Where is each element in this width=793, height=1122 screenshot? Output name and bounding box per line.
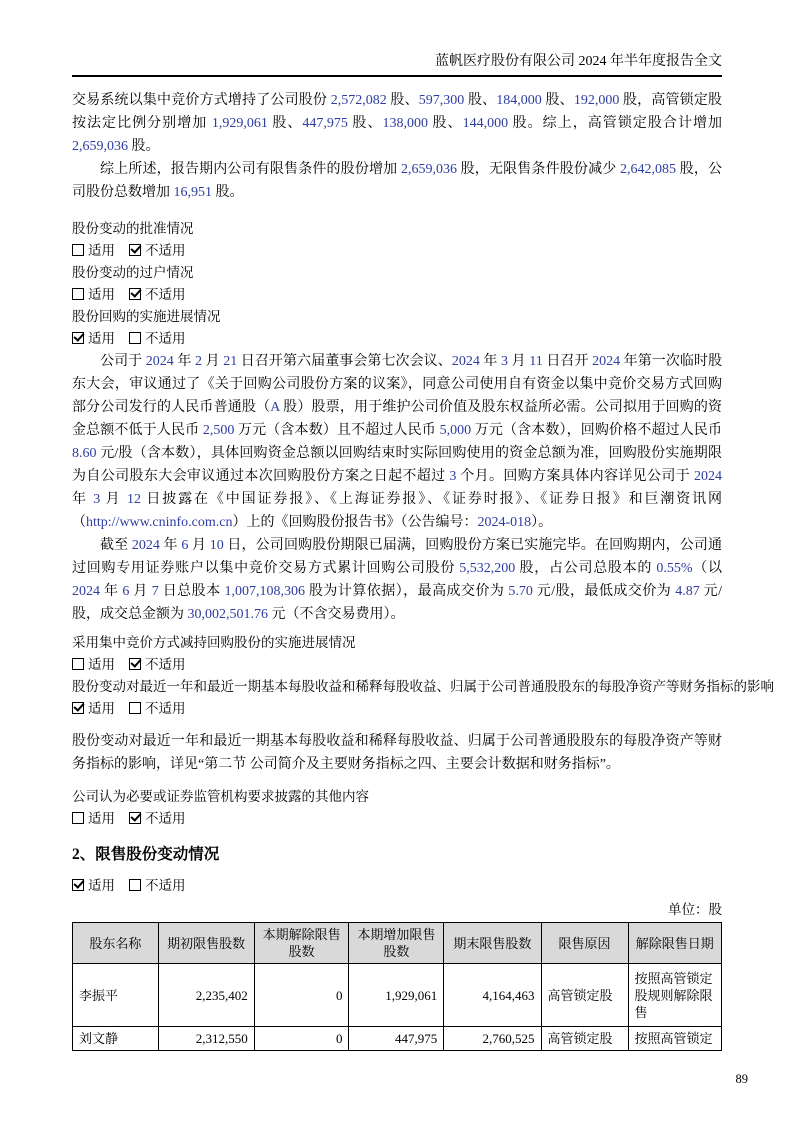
table-header-row [73,923,722,964]
unit-note: 单位：股 [668,902,722,917]
latin-figure: 184,000 [496,93,542,108]
table-cell: 447,975 [349,1027,444,1051]
paragraph: 股份变动对最近一年和最近一期基本每股收益和稀释每股收益、归属于公司普通股股东的每股净资产等财务指标的影响，详见“第二节 公司简介及主要财务指标之四、主要会计数据和财务指标”。 [72,734,722,772]
checkbox-checked-icon [72,879,84,891]
latin-figure: 447,975 [302,116,348,131]
option-checked [72,878,115,893]
section-label: 股份变动的过户情况 [72,265,194,280]
latin-figure: 2,642,085 [620,162,677,177]
section-heading: 2、限售股份变动情况 [72,846,220,863]
latin-figure: 3 [449,469,457,484]
option-unchecked [129,701,186,716]
latin-figure: 5.70 [508,584,533,599]
option-unchecked [72,811,115,826]
checkbox-unchecked-icon [129,332,141,344]
applicability-options [72,240,722,262]
option-unchecked [72,287,115,302]
option-label: 适用 [88,701,115,716]
document-body [72,89,774,1051]
section-label: 股份变动对最近一年和最近一期基本每股收益和稀释每股收益、归属于公司普通股股东的每股净资产等财务指标的影响 [72,679,774,694]
option-label: 适用 [88,811,115,826]
latin-figure: 2024 [145,354,174,369]
option-label: 适用 [88,331,115,346]
table-header-cell: 限售原因 [541,923,628,964]
option-checked [129,811,186,826]
table-header-cell: 本期增加限售股数 [349,923,444,964]
restricted-shares-table [72,922,722,1051]
option-checked [129,287,186,302]
latin-figure: 12 [126,492,141,507]
table-cell: 高管锁定股 [541,964,628,1027]
latin-figure: 30,002,501.76 [187,607,268,622]
checkbox-unchecked-icon [129,879,141,891]
option-checked [72,331,115,346]
option-unchecked [129,878,186,893]
table-header-cell: 股东名称 [73,923,159,964]
latin-figure: 2024 [451,354,480,369]
latin-figure: 16,951 [173,185,212,200]
latin-figure: http://www.cninfo.com.cn [86,515,233,530]
option-label: 不适用 [145,701,186,716]
checkbox-checked-icon [72,332,84,344]
option-label: 适用 [88,657,115,672]
option-label: 不适用 [145,331,186,346]
section-label: 公司认为必要或证券监管机构要求披露的其他内容 [72,789,369,804]
latin-figure: 5,532,200 [459,561,516,576]
applicability-options [72,808,722,830]
table-header-cell: 本期解除限售股数 [254,923,349,964]
checkbox-unchecked-icon [72,288,84,300]
latin-figure: 5,000 [439,423,472,438]
checkbox-checked-icon [129,658,141,670]
table-row [73,1027,722,1051]
latin-figure: 2024 [592,354,621,369]
latin-figure: 2024 [72,584,100,599]
table-cell: 刘文静 [73,1027,159,1051]
latin-figure: 2,500 [202,423,235,438]
latin-figure: 2024 [694,469,723,484]
latin-figure: 0.55% [656,561,693,576]
table-cell: 按照高管锁定股规则解除限售 [628,964,722,1027]
latin-figure: 8.60 [72,446,97,461]
applicability-options [72,328,722,350]
latin-figure: 2,659,036 [400,162,457,177]
checkbox-checked-icon [129,288,141,300]
latin-figure: 6 [122,584,130,599]
latin-figure: 2024 [131,538,160,553]
option-label: 不适用 [145,287,186,302]
latin-figure: 2024-018 [477,515,532,530]
latin-figure: 3 [501,354,509,369]
checkbox-checked-icon [129,244,141,256]
option-label: 适用 [88,878,115,893]
table-cell: 高管锁定股 [541,1027,628,1051]
option-label: 适用 [88,243,115,258]
table-header-cell: 期初限售股数 [158,923,254,964]
latin-figure: 2 [195,354,202,369]
latin-figure: 11 [529,354,543,369]
option-checked [72,701,115,716]
latin-figure: 138,000 [382,116,428,131]
table-cell: 0 [254,1027,349,1051]
page-header [72,0,722,77]
report-header-title: 蓝帆医疗股份有限公司 2024 年半年度报告全文 [435,54,722,69]
latin-figure: 7 [151,584,159,599]
section-label: 股份变动的批准情况 [72,221,194,236]
table-row [73,964,722,1027]
latin-figure: 21 [223,354,238,369]
paragraph: 交易系统以集中竞价方式增持了公司股份 2,572,082 股、597,300 股、184,000 股、192,000 股，高管锁定股按法定比例分别增加 1,929,061 股、447,975 股、138,000 股、144,000 股。综上，高管锁定股合计增加 2,659,036 股。 [72,93,723,154]
section-label: 股份回购的实施进展情况 [72,309,221,324]
paragraph: 公司于 2024 年 2 月 21 日召开第六届董事会第七次会议、2024 年 3 月 11 日召开 2024 年第一次临时股东大会，审议通过了《关于回购公司股份方案的议案》，同意公司使用自有资金以集中竞价交易方式回购部分公司发行的人民币普通股（A 股）股票，用于维护公司价值及股东权益所必需。公司拟用于回购的资金总额不低于人民币 2,500 万元（含本数）且不超过人民币 5,000 万元（含本数），回购价格不超过人民币 8.60 元/股（含本数），具体回购资金总额以回购结束时实际回购使用的资金总额为准，回购股份实施期限为自公司股东大会审议通过本次回购股份方案之日起不超过 3 个月。回购方案具体内容详见公司于 2024 年 3 月 12 日披露在《中国证券报》、《上海证券报》、《证券时报》、《证券日报》和巨潮资讯网（http://www.cninfo.com.cn）上的《回购股份报告书》（公告编号：2024-018）。 [72,354,723,530]
paragraph: 综上所述，报告期内公司有限售条件的股份增加 2,659,036 股，无限售条件股份减少 2,642,085 股，公司股份总数增加 16,951 股。 [72,162,723,200]
applicability-options [72,654,722,676]
table-cell: 2,312,550 [158,1027,254,1051]
latin-figure: 1,929,061 [211,116,268,131]
latin-figure: 10 [209,538,224,553]
paragraph: 截至 2024 年 6 月 10 日，公司回购股份期限已届满，回购股份方案已实施完毕。在回购期内，公司通过回购专用证券账户以集中竞价交易方式累计回购公司股份 5,532,200 股，占公司总股本的 0.55%（以 2024 年 6 月 7 日总股本 1,007,108,306 股为计算依据），最高成交价为 5.70 元/股，最低成交价为 4.87 元/股，成交总金额为 30,002,501.76 元（不含交易费用）。 [72,538,723,622]
latin-figure: A [270,400,280,415]
applicability-options [72,284,722,306]
checkbox-checked-icon [129,812,141,824]
option-label: 适用 [88,287,115,302]
option-label: 不适用 [145,811,186,826]
checkbox-unchecked-icon [72,812,84,824]
checkbox-checked-icon [72,702,84,714]
latin-figure: 1,007,108,306 [224,584,305,599]
table-header-cell: 解除限售日期 [628,923,722,964]
option-label: 不适用 [145,878,186,893]
latin-figure: 597,300 [418,93,465,108]
table-cell: 2,235,402 [158,964,254,1027]
option-label: 不适用 [145,657,186,672]
option-unchecked [72,657,115,672]
table-cell: 4,164,463 [444,964,541,1027]
page-number: 89 [735,1072,748,1086]
section-label: 采用集中竞价方式减持回购股份的实施进展情况 [72,635,356,650]
latin-figure: 2,572,082 [330,93,387,108]
table-cell: 1,929,061 [349,964,444,1027]
option-unchecked [72,243,115,258]
latin-figure: 2,659,036 [72,139,128,154]
checkbox-unchecked-icon [72,658,84,670]
option-label: 不适用 [145,243,186,258]
checkbox-unchecked-icon [72,244,84,256]
option-checked [129,243,186,258]
latin-figure: 4.87 [675,584,700,599]
latin-figure: 192,000 [573,93,620,108]
latin-figure: 6 [181,538,189,553]
table-cell: 0 [254,964,349,1027]
latin-figure: 144,000 [462,116,509,131]
table-cell: 李振平 [73,964,159,1027]
table-header-cell: 期末限售股数 [444,923,541,964]
option-unchecked [129,331,186,346]
latin-figure: 3 [93,492,101,507]
applicability-options [72,698,722,720]
option-checked [129,657,186,672]
applicability-options [72,875,722,897]
table-cell: 2,760,525 [444,1027,541,1051]
table-cell: 按照高管锁定 [628,1027,722,1051]
checkbox-unchecked-icon [129,702,141,714]
